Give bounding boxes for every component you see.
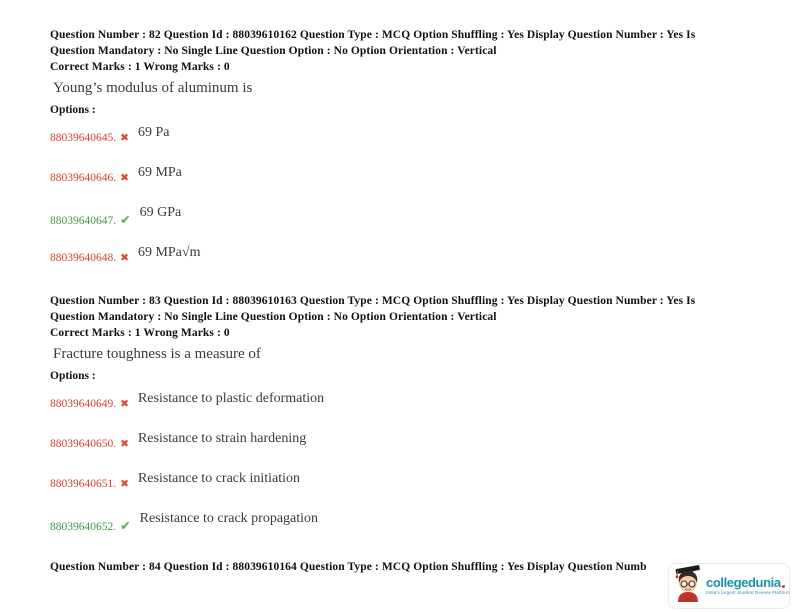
option-row (50, 471, 762, 489)
option-text: 69 MPa√m (137, 245, 201, 261)
option-row (50, 511, 762, 534)
collegedunia-logo (668, 563, 790, 609)
question-block-83 (50, 294, 762, 534)
option-row (50, 391, 762, 409)
question-83-header (50, 294, 762, 341)
option-text: Resistance to strain hardening (137, 431, 307, 447)
option-row (50, 245, 762, 263)
wrong-icon: ✖ (120, 252, 129, 265)
question-83-marks-line: Correct Marks : 1 Wrong Marks : 0 (50, 326, 230, 339)
option-id: 88039640646. (50, 172, 117, 185)
option-text: 69 MPa (137, 165, 182, 181)
question-82-marks-line: Correct Marks : 1 Wrong Marks : 0 (50, 60, 230, 73)
question-82-text: Young’s modulus of aluminum is (53, 80, 253, 97)
option-row (50, 165, 762, 183)
option-text: Resistance to crack propagation (139, 511, 319, 527)
question-82-header-line1: Question Number : 82 Question Id : 88039610162 Question Type : MCQ Option Shuffling : Yes Display Question Number : Yes Is (50, 29, 696, 41)
question-84-header-line1: Question Number : 84 Question Id : 88039610164 Question Type : MCQ Option Shuffling : Yes Display Question Numb (50, 561, 647, 573)
correct-icon: ✔ (120, 518, 131, 534)
option-id: 88039640651. (50, 478, 117, 491)
wrong-icon: ✖ (120, 438, 129, 451)
option-text: 69 Pa (137, 125, 170, 141)
option-row (50, 431, 762, 449)
question-82-header (50, 28, 762, 75)
logo-dot-icon (782, 585, 785, 588)
option-id: 88039640648. (50, 252, 117, 265)
collegedunia-tagline: India's largest Student Review Platform (706, 590, 790, 596)
question-block-82 (50, 28, 762, 263)
option-text: 69 GPa (139, 205, 182, 221)
question-82-options-label: Options : (50, 104, 96, 117)
question-83-header-line1: Question Number : 83 Question Id : 88039610163 Question Type : MCQ Option Shuffling : Yes Display Question Number : Yes Is (50, 295, 696, 307)
option-row (50, 125, 762, 143)
option-id: 88039640645. (50, 132, 117, 145)
question-83-text: Fracture toughness is a measure of (53, 346, 261, 363)
option-id: 88039640647. (50, 215, 117, 228)
wrong-icon: ✖ (120, 172, 129, 185)
question-block-84 (50, 560, 762, 576)
question-83-header-line2: Question Mandatory : No Single Line Question Option : No Option Orientation : Vertical (50, 310, 497, 323)
collegedunia-wordmark: collegedunia (706, 575, 781, 591)
option-text: Resistance to plastic deformation (137, 391, 325, 407)
option-id: 88039640650. (50, 438, 117, 451)
option-row (50, 205, 762, 228)
option-text: Resistance to crack initiation (137, 471, 301, 487)
wrong-icon: ✖ (120, 132, 129, 145)
question-82-header-line2: Question Mandatory : No Single Line Question Option : No Option Orientation : Vertical (50, 44, 497, 57)
option-id: 88039640652. (50, 521, 117, 534)
question-83-options-label: Options : (50, 370, 96, 383)
option-id: 88039640649. (50, 398, 117, 411)
wrong-icon: ✖ (120, 398, 129, 411)
wrong-icon: ✖ (120, 478, 129, 491)
correct-icon: ✔ (120, 212, 131, 228)
collegedunia-mascot-icon (671, 564, 705, 609)
